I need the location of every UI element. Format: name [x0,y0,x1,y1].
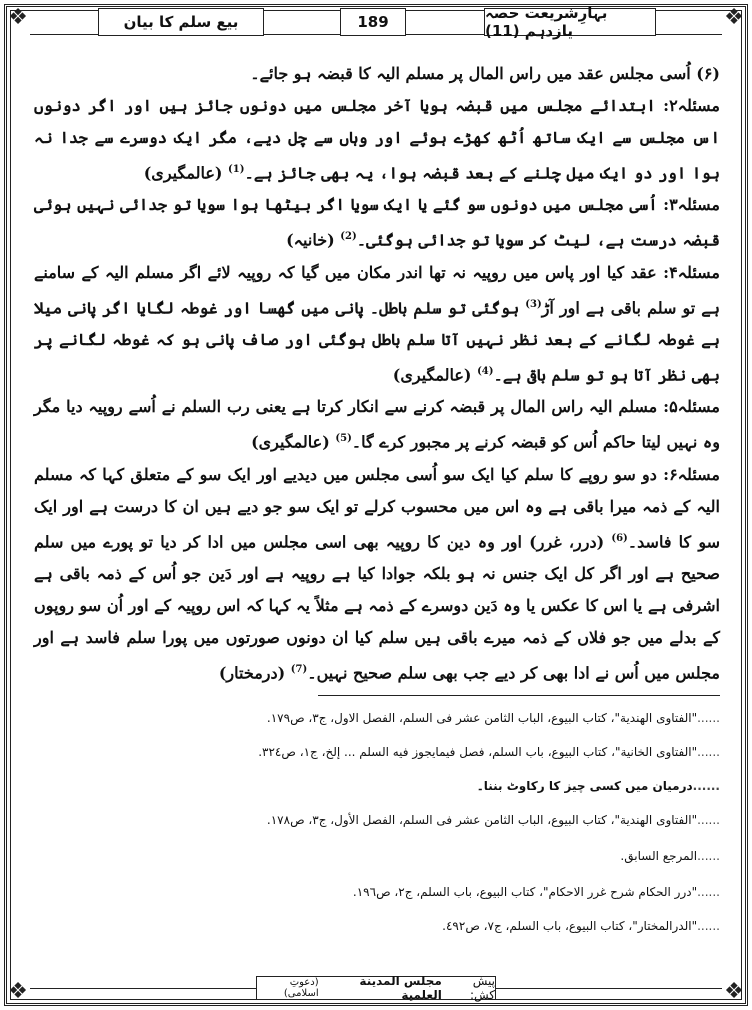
corner-ornament-icon: ❖ [724,979,744,1004]
masala-text: ابتدائے مجلس میں قبضہ ہویا آخر مجلس میں دونوں جائز ہیں اور اگر دونوں اس مجلس سے ایک ساتھ اُٹھ کھڑے ہوئے اور وہاں سے چل دیے، مگر ایک دوسرے سے جدا نہ ہوا اور دو ایک میل چلنے کے بعد قبضہ ہوا، یہ بھی جائز ہے۔ [34,96,720,183]
footnote-ref: (7) [290,663,308,675]
corner-ornament-icon: ❖ [724,5,744,30]
masala-text: اور وہ دین کا روپیہ بھی اسی مجلس میں ادا کر دیا تو پورے میں سلم صحیح ہے اور اگر کل ایک جنس نہ ہو بلکہ جوادا کیا ہے روپیہ ہے اور دَین جو اُس کے ذمہ باقی ہے اشرفی ہے یا اس کا عکس یا وہ دَین دوسرے کے ذمہ ہے مثلاً یہ کہا کہ اس روپیہ کے اور اُن سو روپوں کے بدلے میں جو فلاں کے ذمہ میرے باقی ہیں سلم کیا ان دونوں صورتوں میں پورا سلم فاسد ہے اور مجلس میں اُس نے ادا بھی کر دیے جب بھی سلم صحیح نہیں۔ [34,531,720,683]
footnote-2: ......"الفتاوی الخانية"، كتاب البيوع، باب السلم، فصل فيمايجوز فيه السلم ... إلخ، ج۱، ص۳۲٤. [258,745,720,759]
source-ref: (خانیہ) [286,230,335,250]
footnote-3: ......درمیان میں کسی چیز کا رکاوٹ بننا۔ [476,779,720,793]
masala-label: مسئلہ۵: [663,397,720,417]
footnote-6: ......"درر الحكام شرح غرر الاحكام"، كتاب البيوع، باب السلم، ج۲، ص۱۹٦. [352,885,720,899]
masala-text: دو سو روپے کا سلم کیا ایک سو اُسی مجلس میں دیدیے اور ایک سو کے متعلق کہا کہ مسلم الیہ کے ذمہ میرا باقی ہے وہ اس میں محسوب کرلے تو ایک سو جو دیے ہیں ان کا درست ہے اور ایک سو کا فاسد۔ [34,464,720,551]
footnote-ref: (4) [477,365,494,377]
main-text [34,58,720,689]
footnote-ref: (2) [340,231,357,243]
footnote-ref: (1) [228,164,245,175]
paragraph-condition-6: (۶) اُسی مجلس عقد میں راس المال پر مسلم الیہ کا قبضہ ہو جائے۔ [250,64,720,83]
footnote-5: ......المرجع السابق. [620,849,720,863]
source-ref: (عالمگیری) [251,432,330,452]
footnote-text: المرجع السابق. [620,849,698,863]
masala-label: مسئلہ۶: [663,464,720,484]
source-ref: (عالمگیری) [143,163,223,183]
footnote-text: "الدرالمختار"، كتاب البيوع، باب السلم، ج۷، ص٤٩٢. [442,919,698,933]
masala-label: مسئلہ۳: [663,195,720,215]
footnote-ref: (6) [611,532,628,544]
footnote-text: "الفتاوی الهندية"، كتاب البيوع، الباب الثامن عشر فی السلم، الفصل الأول، ج۳، ص۱۷۸. [266,813,698,827]
masala-text: اُسی مجلس میں دونوں سو گئے یا ایک سویا اگر بیٹھا ہوا سویا تو جدائی نہیں ہوئی قبضہ درست ہے، لیٹ کر سویا تو جدائی ہوگئی۔ [34,195,720,250]
masala-text: ہوگئی تو سلم باطل۔ پانی میں گھسا اور غوطہ لگایا اگر پانی میلا ہے غوطہ لگانے کے بعد نظر نہیں آتا سلم باطل ہوگئی اور صاف پانی ہو کہ غوطہ لگانے پر بھی نظر آتا ہو تو سلم باقی ہے۔ [34,297,720,385]
footnote-separator [318,695,720,696]
footnote-7: ......"الدرالمختار"، كتاب البيوع، باب السلم، ج۷، ص٤٩٢. [442,919,720,933]
footnote-text: "الفتاوی الهندية"، كتاب البيوع، الباب الثامن عشر فی السلم، الفصل الاول، ج۳، ص۱۷۹. [266,711,698,725]
footnote-ref: (5) [335,433,352,445]
masala-5 [34,391,720,458]
footer-presented-by: پیش کش: [469,974,495,1002]
publisher-footer [256,976,496,1000]
masala-2 [34,90,720,189]
footnote-text: "درر الحكام شرح غرر الاحكام"، كتاب البيوع، باب السلم، ج۲، ص۱۹٦. [352,885,698,899]
masala-label: مسئلہ۴: [663,262,720,282]
masala-text: عقد کیا اور پاس میں روپیہ نہ تھا اندر مکان میں گیا کہ روپیہ لائے اگر مسلم الیہ کے سامنے ہے تو سلم باقی ہے اور آڑ [34,262,721,317]
chapter-title: بیع سلم کا بیان [98,8,264,36]
source-ref: (درمختار) [218,663,286,683]
footnote-1: ......"الفتاوی الهندية"، كتاب البيوع، الباب الثامن عشر فی السلم، الفصل الاول، ج۳، ص۱۷۹. [266,711,720,725]
source-ref: (عالمگیری) [392,365,472,385]
footnote-text: "الفتاوی الخانية"، كتاب البيوع، باب السلم، فصل فيمايجوز فيه السلم ... إلخ، ج۱، ص۳۲٤. [258,745,698,759]
masala-3 [34,189,720,256]
source-ref: (درر، غرر) [529,531,605,551]
footer-sub: (دعوتِ اسلامی) [283,977,319,999]
masala-4 [34,257,720,392]
masala-text: مسلم الیہ راس المال پر قبضہ کرنے سے انکار کرتا ہے یعنی رب السلم نے اُسے روپیہ دیا مگر وہ نہیں لیتا حاکم اُس کو قبضہ کرنے پر مجبور کرے گا۔ [34,397,720,452]
masala-label: مسئلہ۲: [663,96,720,115]
page-number: 189 [340,8,406,36]
corner-ornament-icon: ❖ [8,979,28,1004]
masala-6 [34,459,720,690]
corner-ornament-icon: ❖ [8,5,28,30]
footer-org: مجلس المدينة العلمية [359,974,442,1002]
footnote-text: درمیان میں کسی چیز کا رکاوٹ بننا۔ [476,779,693,793]
book-title: بہارِشریعت حصہ یازدہم (11) [484,8,656,36]
footnote-ref: (3) [525,298,542,310]
footnote-4: ......"الفتاوی الهندية"، كتاب البيوع، الباب الثامن عشر فی السلم، الفصل الأول، ج۳، ص۱۷۸. [266,813,720,827]
